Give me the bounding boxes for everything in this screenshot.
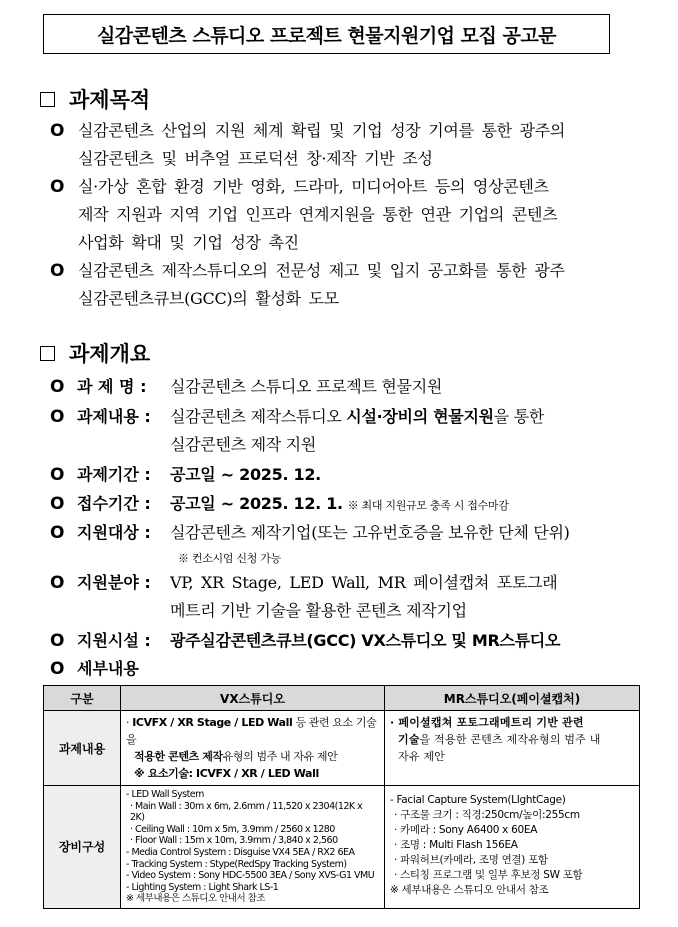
- circle-bullet-icon: O: [50, 631, 65, 651]
- row-value-line2: 메트리 기반 기술을 활용한 콘텐츠 제작기업: [170, 601, 467, 620]
- equipment-line: ※ 세부내용은 스튜디오 안내서 참조: [126, 893, 266, 905]
- row-label: 장비구성: [44, 786, 121, 909]
- equipment-line: · 구조물 크기 : 직경:250cm/높이:255cm: [394, 809, 580, 821]
- row-key: 과제기간 :: [77, 465, 151, 484]
- circle-bullet-icon: O: [50, 177, 65, 197]
- section-heading-text: 과제목적: [69, 88, 151, 112]
- row-key: 접수기간 :: [77, 494, 151, 513]
- equipment-list-vx: [122, 787, 383, 907]
- equipment-line: - Facial Capture System(LIghtCage): [390, 794, 566, 806]
- equipment-line: ※ 세부내용은 스튜디오 안내서 참조: [390, 884, 549, 896]
- row-value: 실감콘텐츠 제작기업(또는 고유번호증을 보유한 단체 단위): [170, 523, 570, 542]
- equipment-line: - Lighting System : Light Shark LS-1: [126, 881, 279, 893]
- row-key: 세부내용: [77, 659, 139, 678]
- list-item-text: 사업화 확대 및 기업 성장 촉진: [78, 233, 299, 252]
- table-cell: [121, 711, 385, 786]
- section-heading-purpose: [40, 84, 150, 114]
- equipment-line: · Floor Wall : 15m x 10m, 3.9mm / 3,840 x 2,560: [130, 835, 338, 847]
- square-icon: [40, 346, 55, 361]
- equipment-line: - Media Control System : Disguise VX4 5EA / RX2 6EA: [126, 846, 355, 858]
- table-header-row: [44, 686, 640, 711]
- equipment-line: - Tracking System : Stype(RedSpy Tracking System): [126, 858, 347, 870]
- table-header: MR스튜디오(페이셜캡처): [385, 686, 640, 711]
- page-title: 실감콘텐츠 스튜디오 프로젝트 현물지원기업 모집 공고문: [43, 14, 610, 54]
- section-heading-overview: [40, 338, 150, 368]
- cell-text: · 페이셜캡쳐 포토그래메트리 기반 관련 기술을 적용한 콘텐츠 제작유형의 범주 내 자유 제안: [390, 716, 601, 763]
- circle-bullet-icon: O: [50, 573, 65, 593]
- equipment-line: · 파워허브(카메라, 조명 연결) 포함: [394, 854, 548, 866]
- row-key: 과제내용 :: [77, 407, 151, 426]
- row-value-line2: 실감콘텐츠 제작 지원: [170, 435, 316, 454]
- list-item-text: 실·가상 혼합 환경 기반 영화, 드라마, 미디어아트 등의 영상콘텐츠: [78, 177, 549, 196]
- list-item-text: 제작 지원과 지역 기업 인프라 연계지원을 통한 연관 기업의 콘텐츠: [78, 205, 558, 224]
- circle-bullet-icon: O: [50, 523, 65, 543]
- equipment-line: - LED Wall System: [126, 789, 204, 800]
- square-icon: [40, 92, 55, 107]
- list-item-text: 실감콘텐츠큐브(GCC)의 활성화 도모: [78, 289, 339, 308]
- row-key: 지원시설 :: [77, 631, 151, 650]
- circle-bullet-icon: O: [50, 465, 65, 485]
- table-header: 구분: [44, 686, 121, 711]
- table-row: [44, 786, 640, 909]
- row-value: VP, XR Stage, LED Wall, MR 페이셜캡쳐 포토그래: [170, 573, 558, 592]
- row-key: 과 제 명 :: [77, 377, 147, 396]
- equipment-line: - Video System : Sony HDC-5500 3EA / Sony XVS-G1 VMU: [126, 870, 375, 882]
- row-value: 광주실감콘텐츠큐브(GCC) VX스튜디오 및 MR스튜디오: [170, 631, 561, 650]
- equipment-line: · Ceiling Wall : 10m x 5m, 3.9mm / 2560 x 1280: [130, 823, 335, 835]
- row-value: 실감콘텐츠 스튜디오 프로젝트 현물지원: [170, 377, 443, 396]
- row-key: 지원분야 :: [77, 573, 151, 592]
- table-row: [44, 711, 640, 786]
- table-cell: [385, 786, 640, 909]
- row-value: 공고일 ~ 2025. 12.: [170, 465, 321, 484]
- circle-bullet-icon: O: [50, 377, 65, 397]
- row-value: 공고일 ~ 2025. 12. 1. ※ 최대 지원규모 충족 시 접수마감: [170, 494, 509, 513]
- list-item-text: 실감콘텐츠 산업의 지원 체계 확립 및 기업 성장 기여를 통한 광주의: [78, 121, 566, 140]
- equipment-line: · Main Wall : 30m x 6m, 2.6mm / 11,520 x 2304(12K x 2K): [130, 800, 363, 824]
- circle-bullet-icon: O: [50, 261, 65, 281]
- note-text: ※ 최대 지원규모 충족 시 접수마감: [347, 499, 509, 512]
- cell-text: · ICVFX / XR Stage / LED Wall 등 관련 요소 기술을 적용한 콘텐츠 제작유형의 범주 내 자유 제안 ※ 요소기술: ICVFX / XR / LED Wall: [126, 716, 377, 780]
- detail-table: [43, 685, 640, 909]
- equipment-list-mr: [386, 787, 638, 904]
- equipment-line: · 스티칭 프로그램 및 일부 후보정 SW 포함: [394, 869, 583, 881]
- list-item: [50, 117, 650, 173]
- list-item: [50, 173, 650, 257]
- equipment-line: · 조명 : Multi Flash 156EA: [394, 839, 518, 851]
- note-text: ※ 컨소시엄 신청 가능: [178, 552, 281, 565]
- list-item-text: 실감콘텐츠 제작스튜디오의 전문성 제고 및 입지 공고화를 통한 광주: [78, 261, 565, 280]
- list-item: [50, 257, 650, 313]
- equipment-line: · 카메라 : Sony A6400 x 60EA: [394, 824, 538, 836]
- table-cell: [121, 786, 385, 909]
- circle-bullet-icon: O: [50, 494, 65, 514]
- circle-bullet-icon: O: [50, 407, 65, 427]
- row-label: 과제내용: [44, 711, 121, 786]
- circle-bullet-icon: O: [50, 659, 65, 679]
- list-item-text: 실감콘텐츠 및 버추얼 프로덕션 창·제작 기반 조성: [78, 149, 433, 168]
- table-cell: [385, 711, 640, 786]
- table-header: VX스튜디오: [121, 686, 385, 711]
- row-value: 실감콘텐츠 제작스튜디오 시설·장비의 현물지원을 통한: [170, 407, 545, 426]
- circle-bullet-icon: O: [50, 121, 65, 141]
- row-key: 지원대상 :: [77, 523, 151, 542]
- section-heading-text: 과제개요: [69, 342, 151, 366]
